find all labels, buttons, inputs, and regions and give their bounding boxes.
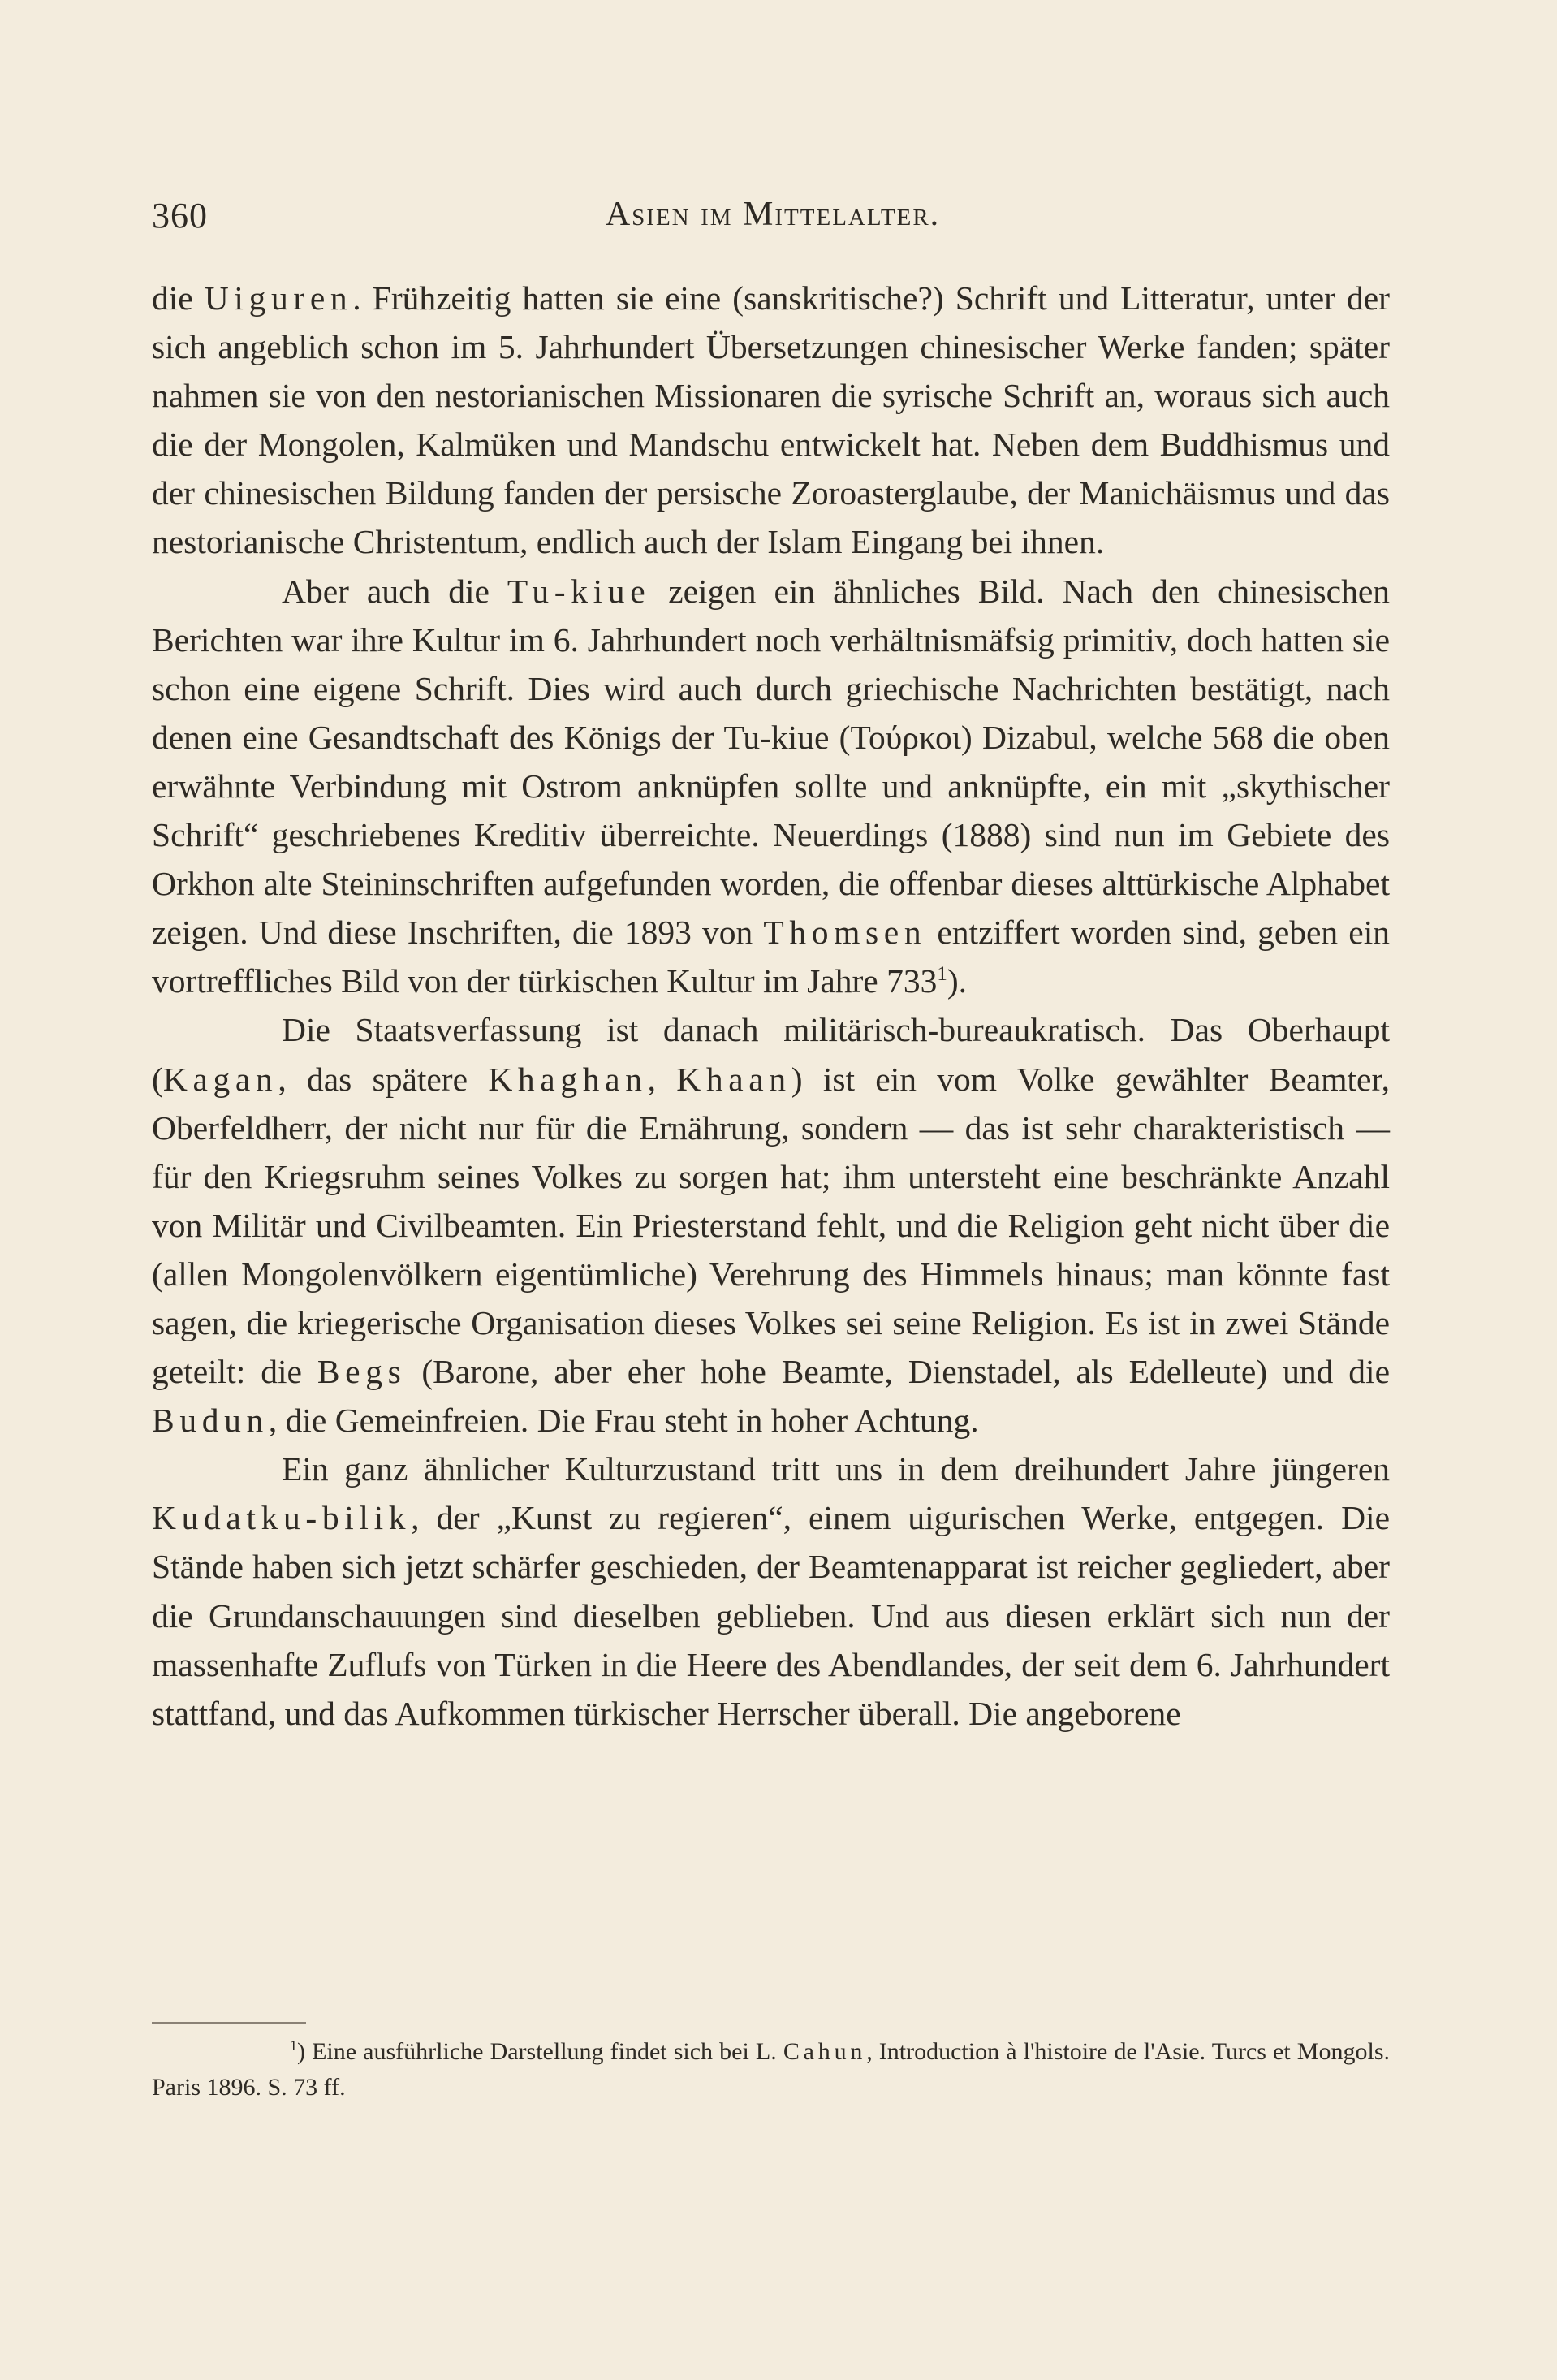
spaced-term-khaan: Khaan <box>676 1060 791 1098</box>
footnote: $^1$) Eine ausführliche Darstellung findet sich bei L. Cahun, Introduction à l'histoire de l'Asie. Turcs et Mongols. Paris 1896. S. 73 ff. <box>152 2037 1390 2101</box>
spaced-term-khaghan: Khaghan <box>488 1060 648 1098</box>
spaced-term-tu-kiue: Tu-kiue <box>507 572 651 610</box>
paragraph-kudatku-bilik: Ein ganz ähnlicher Kulturzustand tritt uns in dem dreihundert Jahre jüngeren Kudatku-bilik, der „Kunst zu regieren“, einem uigurischen Werke, entgegen. Die Stände haben sich jetzt schärfer geschieden, der Beamtenapparat ist reicher gegliedert, aber die Grundanschauungen sind dieselben geblieben. Und aus diesen erklärt sich nun der massenhafte Zuflufs von Türken in die Heere des Abendlandes, der seit dem 6. Jahrhundert stattfand, und das Aufkommen türkischer Herrscher überall. Die angeborene <box>152 1450 1390 1732</box>
running-title: Asien im Mittelalter. <box>605 196 941 233</box>
page-number: 360 <box>152 196 208 235</box>
footnote-divider <box>152 2022 306 2024</box>
spaced-term-kudatku-bilik: Kudatku-bilik <box>152 1499 412 1537</box>
spaced-term-uiguren: Uiguren <box>204 279 353 317</box>
spaced-term-thomsen: Thomsen <box>763 914 927 952</box>
page-header <box>152 195 1394 244</box>
paragraph-staatsverfassung: Die Staatsverfassung ist danach militärisch-bureaukratisch. Das Oberhaupt (Kagan, das spätere Khaghan, Khaan) ist ein vom Volke gewählter Beamter, Oberfeldherr, der nicht nur für die Ernährung, sondern — das ist sehr charakteristisch — für den Kriegsruhm seines Volkes zu sorgen hat; ihm untersteht eine beschränkte Anzahl von Militär und Civilbeamten. Ein Priesterstand fehlt, und die Religion geht nicht über die (allen Mongolenvölkern eigentümliche) Verehrung des Himmels hinaus; man könnte fast sagen, die kriegerische Organisation dieses Volkes sei seine Religion. Es ist in zwei Stände geteilt: die Begs (Barone, aber eher hohe Beamte, Dienstadel, als Edelleute) und die Budun, die Gemeinfreien. Die Frau steht in hoher Achtung. <box>152 1011 1390 1440</box>
spaced-term-kagan: Kagan <box>162 1060 278 1098</box>
spaced-term-begs: Begs <box>317 1353 407 1391</box>
paragraph-uiguren: die Uiguren. Frühzeitig hatten sie eine (sanskritische?) Schrift und Litteratur, unter der sich angeblich schon im 5. Jahrhundert Übersetzungen chinesischer Werke fanden; später nahmen sie von den nestorianischen Missionaren die syrische Schrift an, woraus sich auch die der Mongolen, Kalmüken und Mandschu entwickelt hat. Neben dem Buddhismus und der chinesischen Bildung fanden der persische Zoroasterglaube, der Manichäismus und das nestorianische Christentum, endlich auch der Islam Eingang bei ihnen. <box>152 279 1391 561</box>
footnote-ref[interactable]: 1 <box>937 963 947 986</box>
paragraph-tu-kiue: Aber auch die Tu-kiue zeigen ein ähnliches Bild. Nach den chinesischen Berichten war ihre Kultur im 6. Jahrhundert noch verhältnismäfsig primitiv, doch hatten sie schon eine eigene Schrift. Dies wird auch durch griechische Nachrichten bestätigt, nach denen eine Gesandtschaft des Königs der Tu-kiue (Τούρκοι) Dizabul, welche 568 die oben erwähnte Verbindung mit Ostrom anknüpfen sollte und anknüpfte, ein mit „skythischer Schrift“ geschriebenes Kreditiv überreichte. Neuerdings (1888) sind nun im Gebiete des Orkhon alte Steininschriften aufgefunden worden, die offenbar dieses alttürkische Alphabet zeigen. Und diese Inschriften, die 1893 von Thomsen entziffert worden sind, geben ein vortreffliches Bild von der türkischen Kultur im Jahre $733^1$). <box>152 572 1391 1000</box>
footnote-marker: 1 <box>290 2037 297 2054</box>
spaced-term-budun: Budun <box>152 1402 269 1440</box>
body-text <box>152 274 1390 1738</box>
spaced-term-cahun: Cahun <box>783 2038 867 2065</box>
